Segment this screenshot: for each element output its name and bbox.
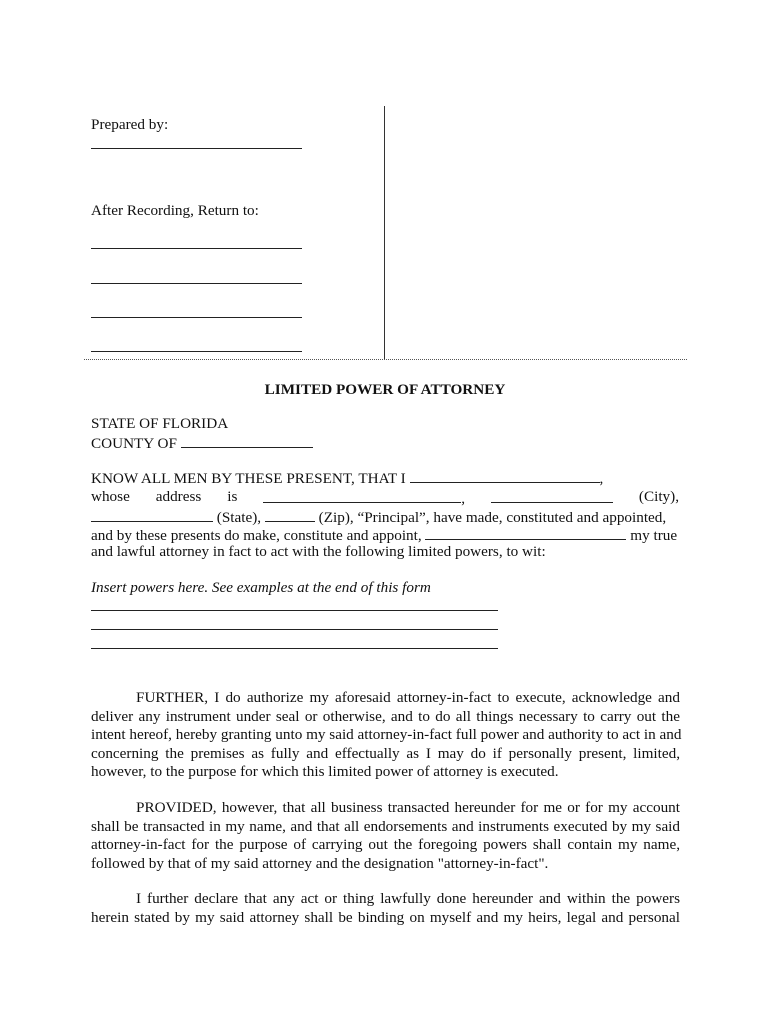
- prepared-by-blank[interactable]: [91, 148, 302, 149]
- further-line-2: deliver any instrument under seal or otherwise, and to do all things necessary to carry out the: [91, 707, 680, 725]
- street-address-blank[interactable]: [263, 488, 461, 503]
- county-line: [91, 433, 679, 453]
- prepared-by-label: Prepared by:: [91, 116, 169, 133]
- state-label: (State),: [216, 509, 262, 526]
- address-comma: ,: [461, 490, 466, 507]
- know-all-line-5: and lawful attorney in fact to act with the following limited powers, to wit:: [91, 543, 546, 560]
- declare-line-1-text: I further declare that any act or thing lawfully done hereunder and within the powers: [136, 890, 680, 907]
- further-line-1: [91, 689, 680, 708]
- declare-line-1: [91, 890, 680, 909]
- provided-line-1: [91, 799, 680, 818]
- county-blank[interactable]: [181, 433, 313, 448]
- county-label: COUNTY OF: [91, 435, 177, 452]
- principal-name-blank[interactable]: [410, 468, 600, 483]
- further-line-1-text: FURTHER, I do authorize my aforesaid attorney-in-fact to execute, acknowledge and: [136, 689, 680, 706]
- whose-word: whose: [91, 488, 130, 505]
- provided-line-4: followed by that of my said attorney and the designation "attorney-in-fact".: [91, 854, 549, 872]
- header-vertical-divider: [384, 106, 385, 360]
- my-true-text: my true: [630, 527, 678, 544]
- further-paragraph: [91, 689, 680, 782]
- attorney-name-blank[interactable]: [425, 525, 626, 540]
- zip-blank[interactable]: [265, 507, 315, 522]
- insert-powers-instruction: Insert powers here. See examples at the end of this form: [91, 579, 431, 596]
- is-word: is: [227, 488, 238, 505]
- after-recording-label: After Recording, Return to:: [91, 202, 259, 219]
- further-line-3: intent hereof, hereby granting unto my said attorney-in-fact full power and authority to act in and: [91, 726, 682, 744]
- header-horizontal-divider: [84, 359, 687, 360]
- powers-blank-1[interactable]: [91, 610, 498, 611]
- return-to-blank-1[interactable]: [91, 248, 302, 249]
- document-title: LIMITED POWER OF ATTORNEY: [264, 381, 506, 398]
- know-all-line-2: [91, 488, 679, 508]
- comma: ,: [599, 470, 604, 487]
- powers-blank-2[interactable]: [91, 629, 498, 630]
- return-to-blank-4[interactable]: [91, 351, 302, 352]
- address-word: address: [155, 488, 202, 505]
- declare-line-2: herein stated by my said attorney shall be binding on myself and my heirs, legal and personal: [91, 908, 680, 926]
- powers-blank-3[interactable]: [91, 648, 498, 649]
- know-all-text: KNOW ALL MEN BY THESE PRESENT, THAT I: [91, 470, 406, 487]
- zip-principal-text: (Zip), “Principal”, have made, constituted and appointed,: [318, 509, 667, 526]
- further-line-4: concerning the premises as fully and effectually as I may do if personally present, limited,: [91, 744, 680, 762]
- provided-line-2: shall be transacted in my name, and that all endorsements and instruments executed by my said: [91, 817, 680, 835]
- return-to-blank-3[interactable]: [91, 317, 302, 318]
- further-line-5: however, to the purpose for which this limited power of attorney is executed.: [91, 763, 559, 781]
- state-line: STATE OF FLORIDA: [91, 415, 229, 432]
- return-to-blank-2[interactable]: [91, 283, 302, 284]
- declare-paragraph: [91, 890, 680, 927]
- provided-line-1-text: PROVIDED, however, that all business transacted hereunder for me or for my account: [136, 799, 680, 816]
- know-all-line-1: [91, 468, 679, 488]
- appoint-text: and by these presents do make, constitute and appoint,: [91, 527, 422, 544]
- state-blank[interactable]: [91, 507, 213, 522]
- city-label: (City),: [638, 488, 679, 505]
- city-blank[interactable]: [491, 488, 613, 503]
- know-all-line-4: [91, 525, 679, 545]
- know-all-line-3: [91, 507, 679, 527]
- provided-line-3: attorney-in-fact for the purpose of carrying out the foregoing powers shall contain my name,: [91, 836, 680, 854]
- provided-paragraph: [91, 799, 680, 873]
